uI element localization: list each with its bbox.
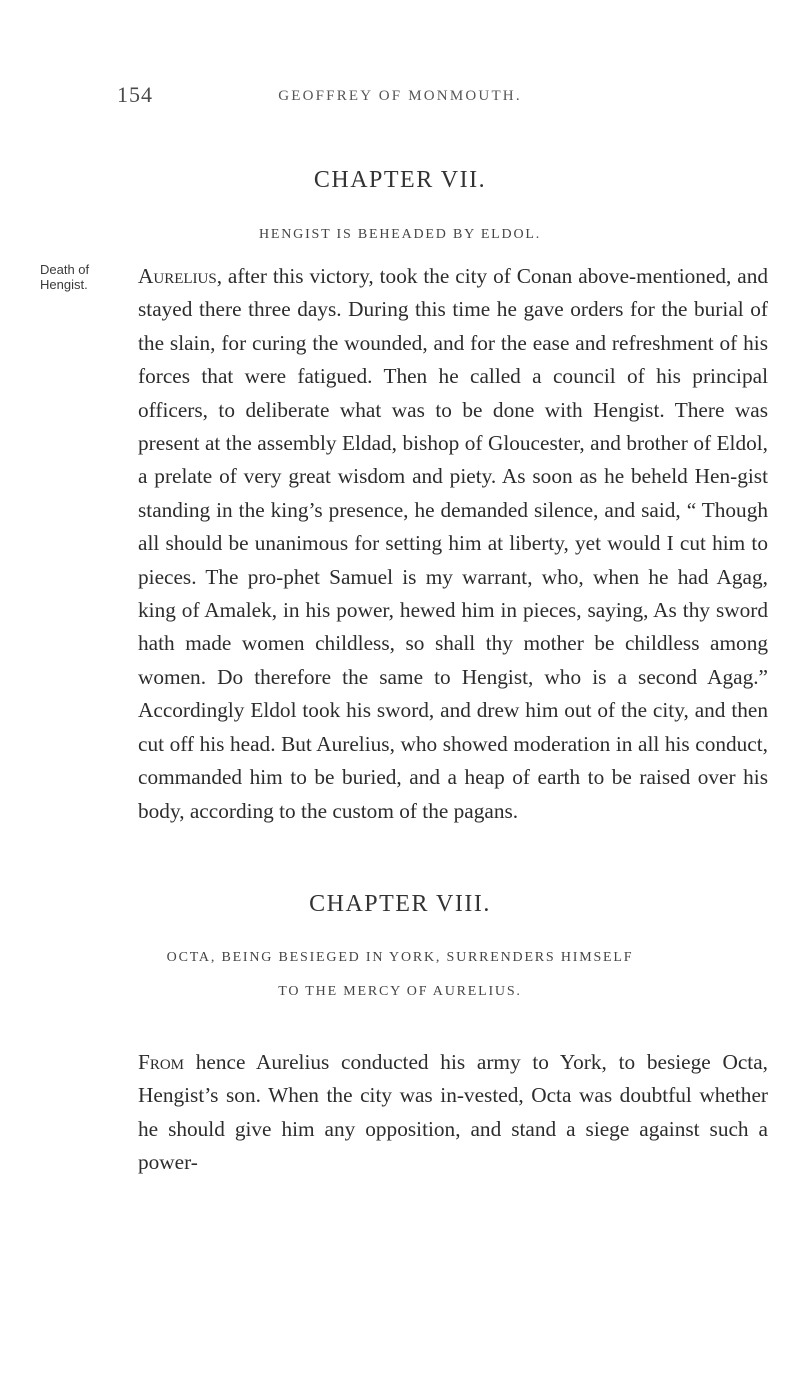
page-number: 154 [117,82,153,107]
drop-word: Aurelius, [138,264,223,288]
paragraph-text: hence Aurelius conducted his army to York, to besiege Octa, Hengist’s son. When the city was in-vested, Octa was doubtful whether he should give him any opposition, and stand a siege against such a power- [138,1050,768,1175]
paragraph-text: after this victory, took the city of Conan above-mentioned, and stayed there three days. During this time he gave orders for the burial of the slain, for curing the wounded, and for the ease and refreshment of his forces that were fatigued. Then he called a council of his principal officers, to deliberate what was to be done with Hengist. There was present at the assembly Eldad, bishop of Gloucester, and brother of Eldol, a prelate of very great wisdom and piety. As soon as he beheld Hen-gist standing in the king’s presence, he demanded silence, and said, “ Though all should be unanimous for setting him at liberty, yet would I cut him to pieces. The pro-phet Samuel is my warrant, who, when he had Agag, king of Amalek, in his power, hewed him in pieces, saying, As thy sword hath made women childless, so shall thy mother be childless among women. Do therefore the same to Hengist, who is a second Agag.” Accordingly Eldol took his sword, and drew him out of the city, and then cut off his head. But Aurelius, who showed moderation in all his conduct, commanded him to be buried, and a heap of earth to be raised over his body, according to the custom of the pagans. [138,264,768,823]
chapter-subtitle: HENGIST IS BEHEADED BY ELDOL. [258,227,542,242]
drop-word: From [138,1050,185,1074]
chapter-title: CHAPTER VIII. [309,891,491,917]
chapter-subtitle [0,941,800,1009]
chapter-body [138,260,768,828]
running-head: GEOFFREY OF MONMOUTH. [278,88,522,104]
side-note: Death of Hengist. [40,262,90,292]
subtitle-line: TO THE MERCY OF AURELIUS. [278,984,522,999]
chapter-body [138,1046,768,1180]
subtitle-line: OCTA, BEING BESIEGED IN YORK, SURRENDERS HIMSELF [166,950,634,965]
chapter-title: CHAPTER VII. [313,167,487,193]
